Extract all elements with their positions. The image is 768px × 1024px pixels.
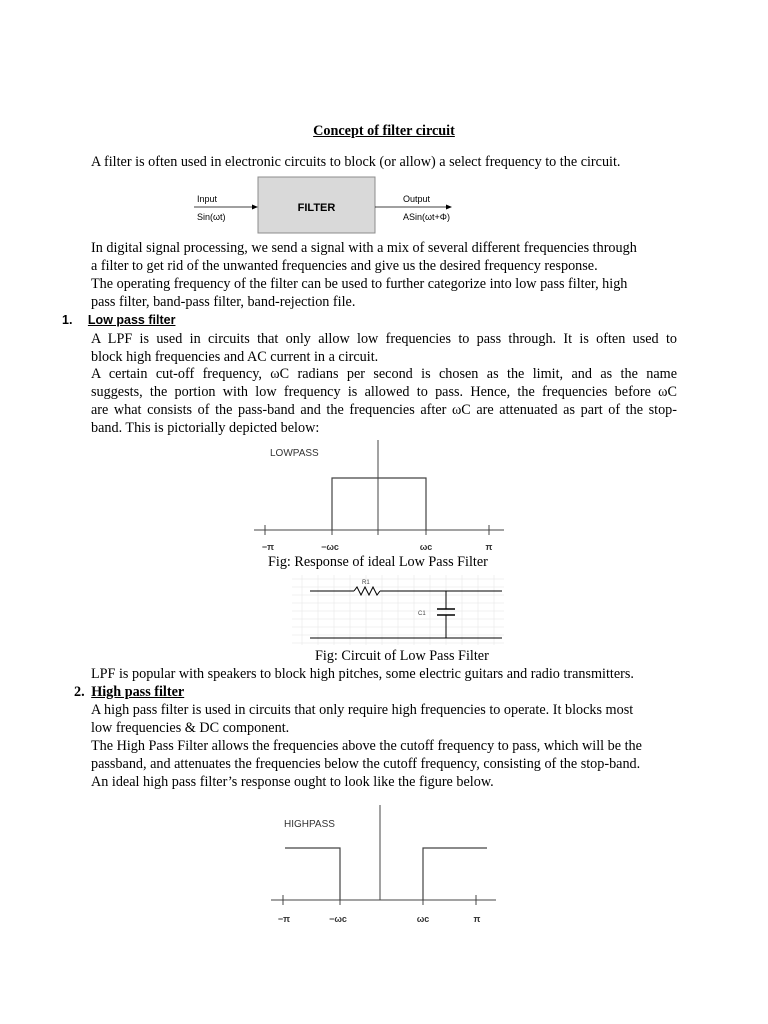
lpf-cutoff-paragraph — [91, 365, 677, 437]
tick-label: ωc — [419, 542, 433, 552]
tick-label: −π — [277, 914, 291, 924]
lpf-line: are what consists of the pass-band and the frequencies after ωC are attenuated as part of the stop- — [91, 402, 677, 418]
input-signal: Sin(ωt) — [197, 212, 226, 222]
tick-label: −π — [261, 542, 275, 552]
tick-label: π — [485, 542, 493, 552]
output-arrow-icon — [446, 205, 452, 210]
resistor-r1 — [354, 587, 380, 595]
dsp-line: The operating frequency of the filter can be used to further categorize into low pass filter, high — [91, 276, 628, 292]
section2-title: High pass filter — [91, 684, 185, 700]
tick-label: π — [473, 914, 481, 924]
section1-number: 1. — [62, 313, 73, 327]
filter-box-label: FILTER — [297, 202, 336, 214]
dsp-line: a filter to get rid of the unwanted frequencies and give us the desired frequency response. — [91, 258, 598, 274]
highpass-stopband-left — [285, 848, 340, 900]
input-label: Input — [197, 194, 218, 204]
hpf-line: The High Pass Filter allows the frequencies above the cutoff frequency to pass, which will be the — [91, 738, 642, 754]
section2-heading — [74, 683, 184, 701]
tick-label: ωc — [416, 914, 430, 924]
lpf-circuit-diagram — [292, 575, 504, 645]
lpf-line: A LPF is used in circuits that only allow low frequencies to pass through. It is often used to — [91, 331, 677, 347]
lpf-line: suggests, the portion with low frequency is allowed to pass. Hence, the frequencies before ωC — [91, 384, 677, 400]
section2-number: 2. — [74, 684, 85, 700]
capacitor-label: C1 — [418, 611, 426, 617]
hpf-line: An ideal high pass filter’s response ought to look like the figure below. — [91, 774, 494, 790]
hpf-line: low frequencies & DC component. — [91, 720, 290, 736]
dsp-line: pass filter, band-pass filter, band-rejection file. — [91, 294, 356, 310]
resistor-label: R1 — [362, 580, 370, 586]
lowpass-plot-label: LOWPASS — [270, 448, 319, 459]
page-title: Concept of filter circuit — [313, 123, 455, 139]
lpf-line: band. This is pictorially depicted below: — [91, 420, 320, 436]
lpf-usage: LPF is popular with speakers to block high pitches, some electric guitars and radio transmitters. — [91, 666, 634, 682]
lowpass-response-plot — [250, 438, 510, 556]
lpf-intro-paragraph — [91, 330, 677, 366]
hpf-paragraph — [91, 701, 642, 791]
dsp-paragraph — [91, 239, 637, 311]
lpf-line: block high frequencies and AC current in a circuit. — [91, 349, 379, 365]
output-signal: ASin(ωt+Φ) — [403, 212, 450, 222]
section1-heading — [62, 312, 175, 328]
lpf-line: A certain cut-off frequency, ωC radians per second is chosen as the limit, and as the name — [91, 366, 677, 382]
lowpass-passband — [332, 478, 426, 530]
input-arrow-icon — [252, 205, 258, 210]
intro-paragraph: A filter is often used in electronic circuits to block (or allow) a select frequency to the circuit. — [91, 154, 621, 170]
section1-title: Low pass filter — [87, 313, 176, 327]
hpf-line: A high pass filter is used in circuits that only require high frequencies to operate. It blocks most — [91, 702, 634, 718]
dsp-line: In digital signal processing, we send a signal with a mix of several different frequencies through — [91, 240, 637, 256]
filter-block-diagram — [190, 174, 460, 236]
tick-label: −ωc — [329, 914, 347, 924]
highpass-response-plot — [266, 805, 506, 930]
hpf-line: passband, and attenuates the frequencies below the cutoff frequency, consisting of the stop-band. — [91, 756, 641, 772]
highpass-stopband-right — [423, 848, 487, 900]
output-label: Output — [403, 194, 431, 204]
lpf-response-caption: Fig: Response of ideal Low Pass Filter — [268, 554, 488, 570]
lpf-circuit-caption: Fig: Circuit of Low Pass Filter — [315, 648, 489, 664]
tick-label: −ωc — [321, 542, 339, 552]
grid-background — [292, 575, 504, 645]
highpass-plot-label: HIGHPASS — [284, 819, 335, 830]
